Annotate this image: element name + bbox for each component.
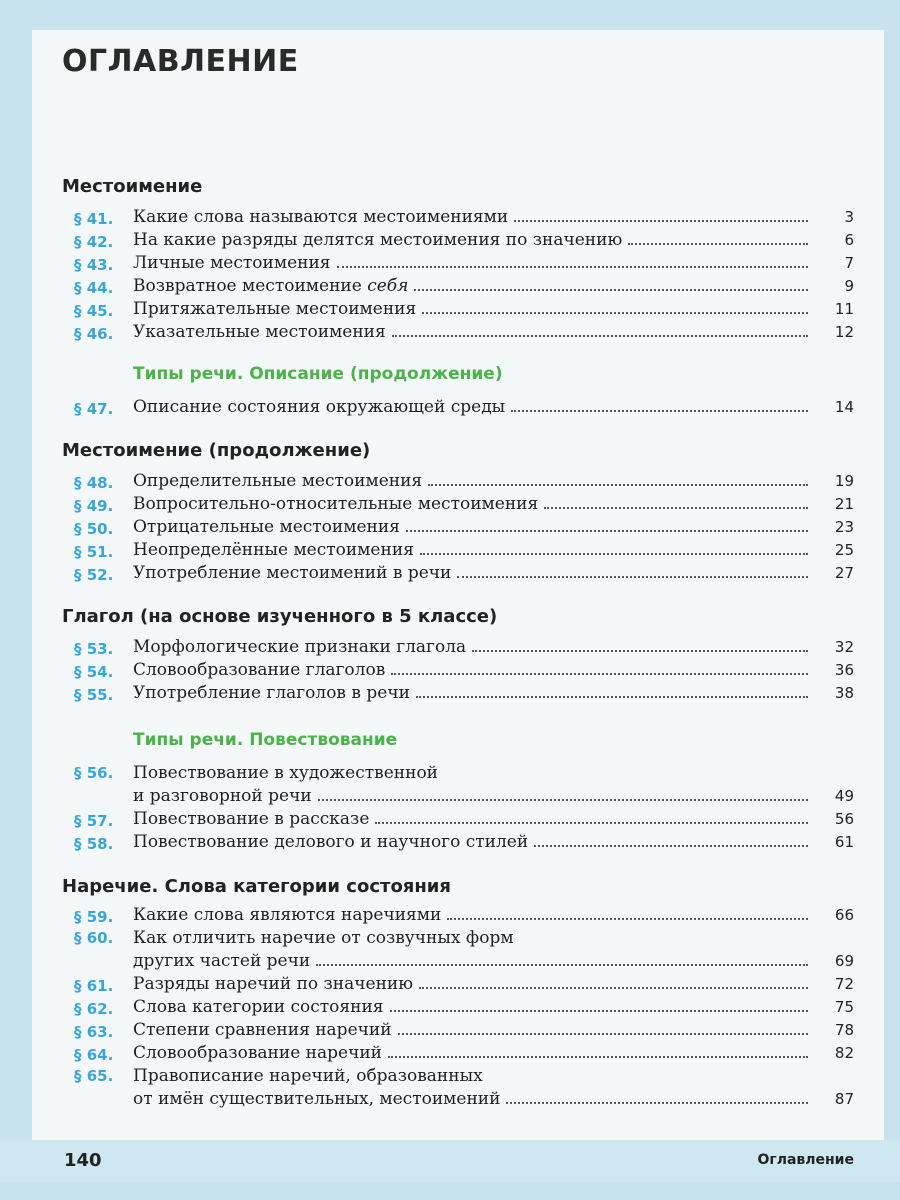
entry-page-number: 14 <box>834 398 854 416</box>
entry-text: На какие разряды делятся местоимения по значению <box>133 230 623 250</box>
entry-title <box>133 252 808 274</box>
section-number: § 64. <box>74 1046 114 1064</box>
entry-title <box>133 950 808 972</box>
toc-entry[interactable] <box>0 636 900 658</box>
toc-entry[interactable] <box>0 996 900 1018</box>
toc-entry[interactable] <box>0 950 900 972</box>
entry-page-number: 6 <box>844 231 854 249</box>
entry-title-line: Как отличить наречие от созвучных форм <box>133 928 514 948</box>
entry-text: Употребление глаголов в речи <box>133 683 410 703</box>
section-number: § 41. <box>74 210 114 228</box>
entry-text: и разговорной речи <box>133 786 312 806</box>
entry-page-number: 66 <box>834 906 854 924</box>
entry-title <box>133 562 808 584</box>
dot-leader <box>472 650 808 652</box>
entry-title <box>133 298 808 320</box>
dot-leader <box>406 530 808 532</box>
entry-page-number: 78 <box>834 1021 854 1039</box>
entry-title <box>133 275 808 297</box>
section-number: § 43. <box>74 256 114 274</box>
dot-leader <box>428 484 808 486</box>
dot-leader <box>420 553 808 555</box>
toc-entry[interactable] <box>0 275 900 297</box>
section-number: § 56. <box>74 764 114 782</box>
entry-text: Употребление местоимений в речи <box>133 563 452 583</box>
section-number: § 46. <box>74 325 114 343</box>
toc-entry[interactable] <box>0 321 900 343</box>
dot-leader <box>422 312 808 314</box>
entry-title <box>133 996 808 1018</box>
dot-leader <box>375 822 808 824</box>
section-heading: Местоимение (продолжение) <box>62 440 371 461</box>
entry-page-number: 19 <box>834 472 854 490</box>
entry-text: Возвратное местоимение себя <box>133 276 409 296</box>
toc-entry[interactable] <box>0 396 900 418</box>
section-number: § 50. <box>74 520 114 538</box>
toc-entry[interactable] <box>0 1088 900 1110</box>
toc-entry[interactable] <box>0 904 900 926</box>
dot-leader <box>419 987 808 989</box>
section-number: § 53. <box>74 640 114 658</box>
dot-leader <box>414 289 808 291</box>
entry-text: Какие слова называются местоимениями <box>133 207 509 227</box>
toc-entry[interactable] <box>0 973 900 995</box>
entry-title <box>133 1019 808 1041</box>
entry-title <box>133 831 808 853</box>
section-number: § 61. <box>74 977 114 995</box>
entry-title <box>133 973 808 995</box>
entry-text: Неопределённые местоимения <box>133 540 414 560</box>
entry-title <box>133 682 808 704</box>
entry-page-number: 69 <box>834 952 854 970</box>
section-number: § 60. <box>74 929 114 947</box>
dot-leader <box>391 673 808 675</box>
entry-text: Морфологические признаки глагола <box>133 637 467 657</box>
entry-page-number: 56 <box>834 810 854 828</box>
section-number: § 47. <box>74 400 114 418</box>
section-number: § 54. <box>74 663 114 681</box>
section-number: § 63. <box>74 1023 114 1041</box>
subsection-heading: Типы речи. Повествование <box>133 730 398 750</box>
toc-entry[interactable] <box>0 831 900 853</box>
entry-title <box>133 206 808 228</box>
entry-title <box>133 516 808 538</box>
dot-leader <box>388 1056 808 1058</box>
entry-title <box>133 904 808 926</box>
toc-entry[interactable] <box>0 252 900 274</box>
entry-title <box>133 808 808 830</box>
entry-page-number: 7 <box>844 254 854 272</box>
dot-leader <box>416 696 808 698</box>
entry-page-number: 36 <box>834 661 854 679</box>
dot-leader <box>534 845 808 847</box>
toc-entry[interactable] <box>0 562 900 584</box>
toc-entry[interactable] <box>0 1019 900 1041</box>
dot-leader <box>514 220 808 222</box>
toc-entry[interactable] <box>0 298 900 320</box>
entry-page-number: 12 <box>834 323 854 341</box>
section-number: § 48. <box>74 474 114 492</box>
entry-title <box>133 470 808 492</box>
entry-text: Повествование в рассказе <box>133 809 370 829</box>
entry-page-number: 75 <box>834 998 854 1016</box>
section-heading: Местоимение <box>62 176 203 197</box>
entry-title <box>133 229 808 251</box>
dot-leader <box>337 266 808 268</box>
entry-text: от имён существительных, местоимений <box>133 1089 501 1109</box>
toc-entry[interactable] <box>0 785 900 807</box>
section-number: § 42. <box>74 233 114 251</box>
entry-text: других частей речи <box>133 951 311 971</box>
dot-leader <box>628 243 808 245</box>
entry-page-number: 25 <box>834 541 854 559</box>
entry-text: Степени сравнения наречий <box>133 1020 392 1040</box>
section-number: § 51. <box>74 543 114 561</box>
entry-title-line: Повествование в художественной <box>133 763 439 783</box>
dot-leader <box>457 576 808 578</box>
section-number: § 45. <box>74 302 114 320</box>
dot-leader <box>511 410 808 412</box>
dot-leader <box>392 335 808 337</box>
entry-title-line: Правописание наречий, образованных <box>133 1066 483 1086</box>
entry-text: Личные местоимения <box>133 253 331 273</box>
section-number: § 58. <box>74 835 114 853</box>
entry-text: Разряды наречий по значению <box>133 974 414 994</box>
entry-page-number: 9 <box>844 277 854 295</box>
dot-leader <box>398 1033 808 1035</box>
footer-page-number: 140 <box>64 1150 102 1171</box>
entry-title <box>133 1088 808 1110</box>
toc-entry[interactable] <box>0 493 900 515</box>
dot-leader <box>447 918 808 920</box>
section-number: § 65. <box>74 1067 114 1085</box>
entry-text: Определительные местоимения <box>133 471 423 491</box>
toc-entry[interactable] <box>0 808 900 830</box>
dot-leader <box>544 507 808 509</box>
entry-text: Какие слова являются наречиями <box>133 905 442 925</box>
entry-text: Притяжательные местоимения <box>133 299 417 319</box>
section-number: § 57. <box>74 812 114 830</box>
entry-title <box>133 785 808 807</box>
toc-entry[interactable] <box>0 1042 900 1064</box>
dot-leader <box>318 799 808 801</box>
section-number: § 49. <box>74 497 114 515</box>
toc-entry[interactable] <box>0 516 900 538</box>
toc-entry[interactable] <box>0 659 900 681</box>
entry-page-number: 49 <box>834 787 854 805</box>
entry-title <box>133 539 808 561</box>
section-number: § 59. <box>74 908 114 926</box>
toc-entry[interactable] <box>0 539 900 561</box>
entry-text: Словообразование наречий <box>133 1043 382 1063</box>
toc-entry[interactable] <box>0 470 900 492</box>
entry-page-number: 3 <box>844 208 854 226</box>
entry-page-number: 72 <box>834 975 854 993</box>
subsection-heading: Типы речи. Описание (продолжение) <box>133 364 503 384</box>
dot-leader <box>316 964 808 966</box>
entry-page-number: 61 <box>834 833 854 851</box>
entry-title <box>133 1042 808 1064</box>
entry-title <box>133 659 808 681</box>
entry-page-number: 82 <box>834 1044 854 1062</box>
toc-entry[interactable] <box>0 206 900 228</box>
footer-label: Оглавление <box>757 1152 854 1168</box>
entry-page-number: 32 <box>834 638 854 656</box>
dot-leader <box>506 1102 808 1104</box>
section-number: § 44. <box>74 279 114 297</box>
entry-page-number: 87 <box>834 1090 854 1108</box>
entry-title <box>133 636 808 658</box>
dot-leader <box>390 1010 809 1012</box>
entry-title <box>133 396 808 418</box>
section-number: § 55. <box>74 686 114 704</box>
toc-entry[interactable] <box>0 229 900 251</box>
entry-text: Указательные местоимения <box>133 322 386 342</box>
entry-title <box>133 321 808 343</box>
section-number: § 62. <box>74 1000 114 1018</box>
entry-page-number: 11 <box>834 300 854 318</box>
entry-page-number: 23 <box>834 518 854 536</box>
entry-text: Повествование делового и научного стилей <box>133 832 529 852</box>
section-heading: Глагол (на основе изученного в 5 классе) <box>62 606 498 627</box>
page-title: ОГЛАВЛЕНИЕ <box>62 44 299 79</box>
entry-text: Словообразование глаголов <box>133 660 386 680</box>
entry-text: Отрицательные местоимения <box>133 517 400 537</box>
entry-text: Слова категории состояния <box>133 997 384 1017</box>
entry-title <box>133 493 808 515</box>
entry-text: Вопросительно-относительные местоимения <box>133 494 539 514</box>
entry-text: Описание состояния окружающей среды <box>133 397 506 417</box>
section-number: § 52. <box>74 566 114 584</box>
entry-text-italic: себя <box>367 276 409 296</box>
section-heading: Наречие. Слова категории состояния <box>62 876 451 897</box>
entry-page-number: 38 <box>834 684 854 702</box>
entry-page-number: 21 <box>834 495 854 513</box>
entry-page-number: 27 <box>834 564 854 582</box>
toc-entry[interactable] <box>0 682 900 704</box>
